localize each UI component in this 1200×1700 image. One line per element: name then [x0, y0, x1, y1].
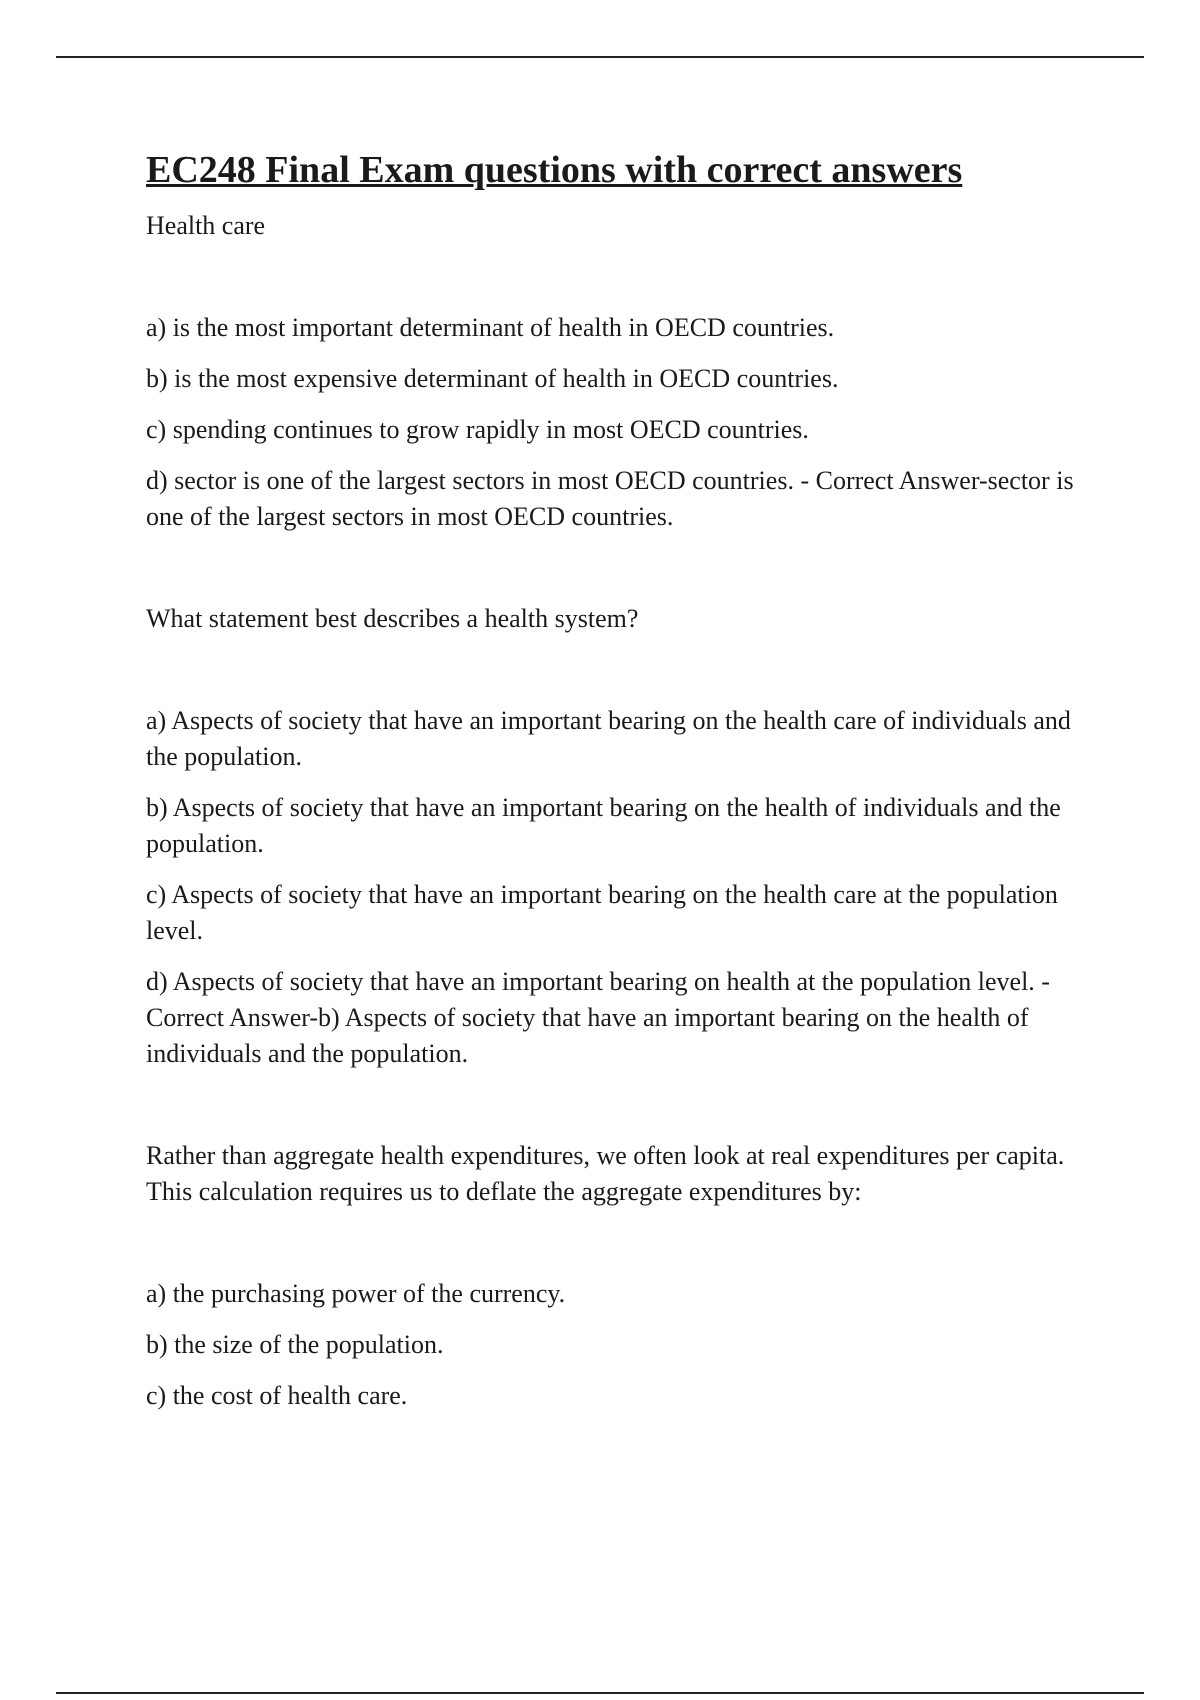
answer-option-b: b) is the most expensive determinant of health in OECD countries. [146, 364, 839, 393]
answer-option-a: a) Aspects of society that have an important bearing on the health care of individuals and the population. [146, 706, 1071, 771]
bottom-rule [56, 1692, 1144, 1694]
answer-option-c: c) spending continues to grow rapidly in most OECD countries. [146, 415, 809, 444]
question-stem: What statement best describes a health system? [146, 604, 639, 633]
question-stem: Rather than aggregate health expenditures, we often look at real expenditures per capita. This calculation requires us to deflate the aggregate expenditures by: [146, 1141, 1065, 1206]
question-1 [146, 208, 1096, 535]
top-rule [56, 56, 1144, 58]
answer-option-d: d) sector is one of the largest sectors in most OECD countries. - Correct Answer-sector is one of the largest sectors in most OECD countries. [146, 466, 1074, 531]
question-3 [146, 1138, 1096, 1414]
answer-option-b: b) the size of the population. [146, 1330, 444, 1359]
question-2 [146, 601, 1096, 1072]
question-stem: Health care [146, 211, 266, 240]
answer-option-a: a) the purchasing power of the currency. [146, 1279, 566, 1308]
answer-option-d: d) Aspects of society that have an important bearing on health at the population level. - Correct Answer-b) Aspects of society that have an important bearing on the health of individuals and the population. [146, 967, 1050, 1068]
answer-option-c: c) the cost of health care. [146, 1381, 408, 1410]
answer-option-a: a) is the most important determinant of health in OECD countries. [146, 313, 835, 342]
document-title: EC248 Final Exam questions with correct answers [146, 149, 963, 191]
answer-option-b: b) Aspects of society that have an important bearing on the health of individuals and the population. [146, 793, 1061, 858]
document-body [146, 144, 1096, 1414]
answer-option-c: c) Aspects of society that have an important bearing on the health care at the population level. [146, 880, 1058, 945]
